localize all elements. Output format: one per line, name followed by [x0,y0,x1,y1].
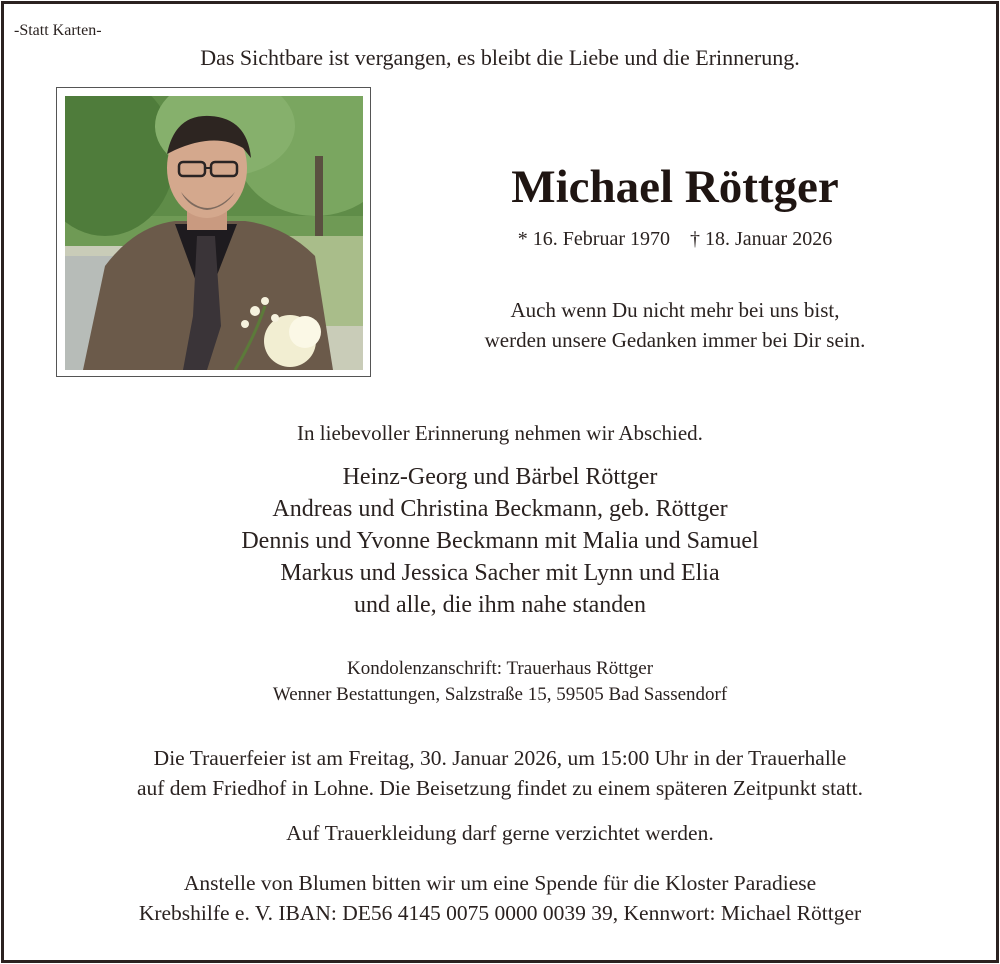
ceremony-line-2: auf dem Friedhof in Lohne. Die Beisetzung findet zu einem späteren Zeitpunkt statt. [136,776,863,800]
birth-date: * 16. Februar 1970 [517,228,670,250]
mourner-line-1: Heinz-Georg und Bärbel Röttger [342,464,658,490]
deceased-name: Michael Röttger [511,161,839,213]
portrait-photo [65,96,363,370]
mourner-line-3: Dennis und Yvonne Beckmann mit Malia und Samuel [241,528,759,554]
ceremony-line-1: Die Trauerfeier ist am Freitag, 30. Januar 2026, um 15:00 Uhr in der Trauerhalle [153,746,847,770]
mourner-line-4: Markus und Jessica Sacher mit Lynn und Elia [280,560,720,586]
condolence-line-1: Kondolenzanschrift: Trauerhaus Röttger [346,658,654,679]
verse-line-1: Auch wenn Du nicht mehr bei uns bist, [510,298,840,322]
dress-note: Auf Trauerkleidung darf gerne verzichtet werden. [286,821,714,845]
mourner-line-5: und alle, die ihm nahe standen [354,592,646,618]
motto: Das Sichtbare ist vergangen, es bleibt die Liebe und die Erinnerung. [200,45,800,70]
portrait-illustration [65,96,363,370]
farewell-line: In liebevoller Erinnerung nehmen wir Abschied. [297,421,703,445]
verse-line-2: werden unsere Gedanken immer bei Dir sein. [484,328,866,352]
death-date: † 18. Januar 2026 [690,228,833,250]
condolence-line-2: Wenner Bestattungen, Salzstraße 15, 59505 Bad Sassendorf [272,684,728,705]
donation-line-2: Krebshilfe e. V. IBAN: DE56 4145 0075 0000 0039 39, Kennwort: Michael Röttger [138,901,862,925]
life-dates [440,228,910,251]
statt-karten-tag: -Statt Karten- [14,22,102,39]
mourner-line-2: Andreas und Christina Beckmann, geb. Röttger [272,496,728,522]
donation-line-1: Anstelle von Blumen bitten wir um eine Spende für die Kloster Paradiese [183,871,817,895]
photo-frame [56,87,371,377]
